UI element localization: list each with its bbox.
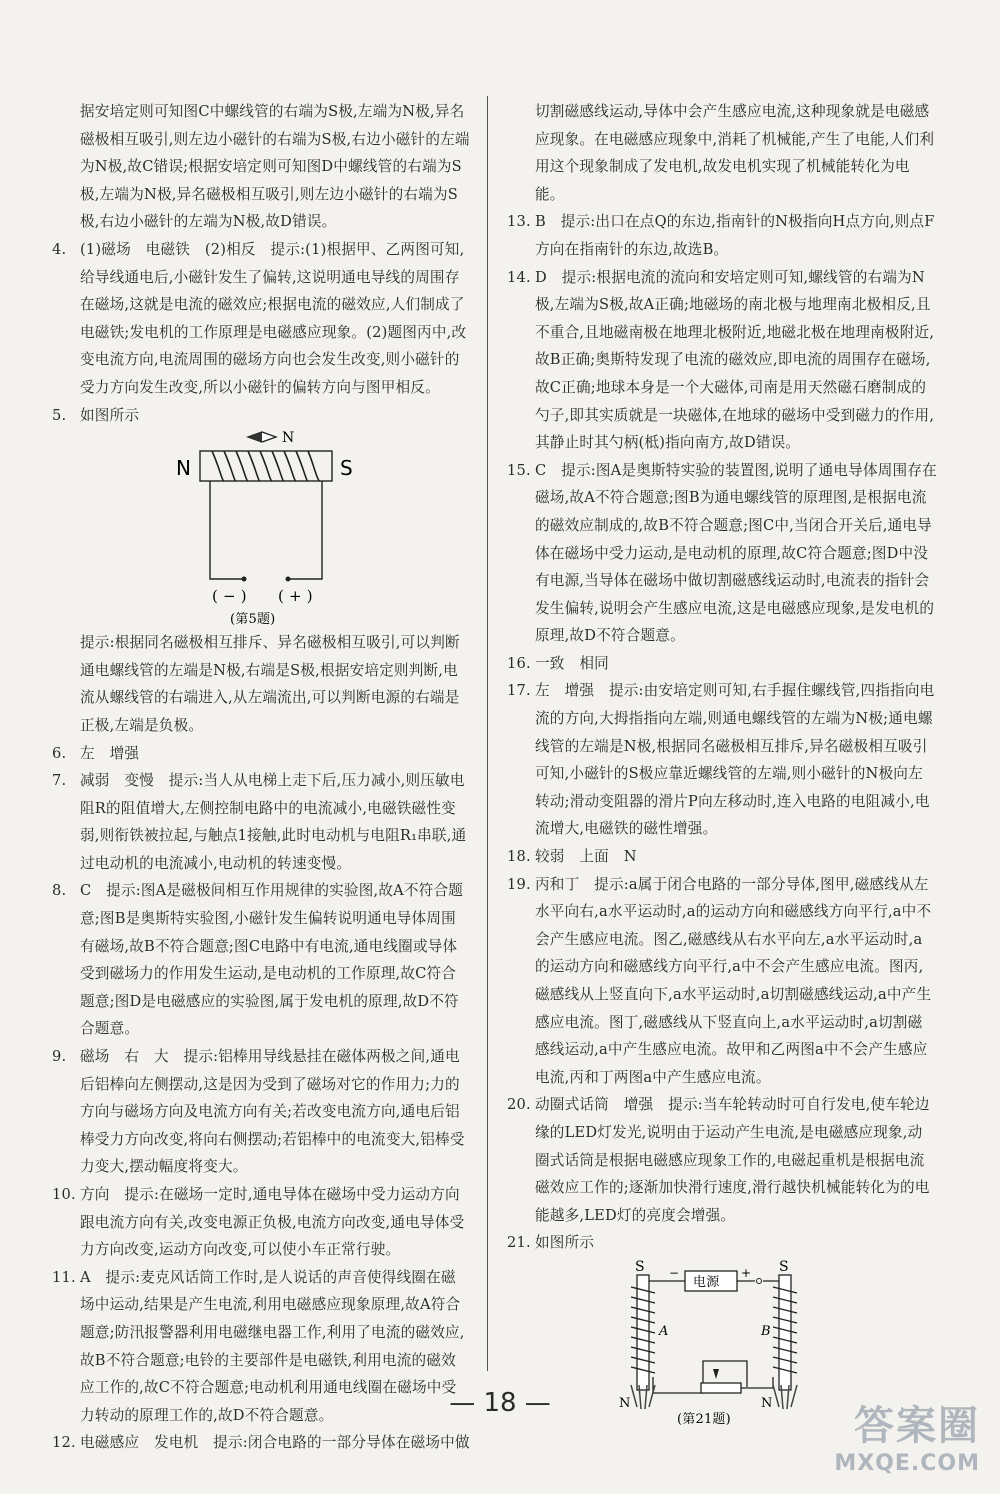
answer-21: 21. 如图所示 [507, 1234, 595, 1252]
answer-15: 15. C 提示:图A是奥斯特实验的装置图,说明了通电导体周围存在磁场,故A不符合题意;图B为通电螺线管的原理图,是根据电流的磁效应制成的,故B不符合题意;图C中,当闭合开关后,通电导体在磁场中受力运动,是电动机的原理,故C符合题意;图D中没有电源,当导体在磁场中做切割磁感线运动时,电流表的指针会发生偏转,说明会产生感应电流,这是电磁感应现象,是发电机的原理,故D不符合题意。 [507, 461, 937, 645]
answer-14: 14. D 提示:根据电流的流向和安培定则可知,螺线管的右端为N极,左端为S极,故A正确;地磁场的南北极与地理南北极相反,且不重合,且地磁南极在地理北极附近,地磁北极在地理南极附近,故B正确;奥斯特发现了电流的磁效应,即电流的周围存在磁场,故C正确;地球本身是一个大磁体,司南是用天然磁石磨制成的勺子,即其实质就是一块磁体,在地球的磁场中受到磁力的作用,其静止时其勺柄(柢)指向南方,故D错误。 [507, 268, 935, 452]
right-s-label: S [779, 1258, 789, 1275]
solenoid-diagram [52, 429, 470, 629]
watermark-url: MXQE.COM [834, 1451, 980, 1476]
needle-n-label: N [282, 430, 295, 447]
figure-5-caption: (第5题) [230, 612, 276, 628]
watermark [834, 1394, 980, 1476]
answer-17: 17. 左 增强 提示:由安培定则可知,右手握住螺线管,四指指向电流的方向,大拇指指向左端,则通电螺线管的左端为N极;通电螺线管的左端是N极,根据同名磁极相互排斥,异名磁极相互吸引可知,小磁针的S极应靠近螺线管的左端,则小磁针的N极向左转动;滑动变阻器的滑片P向左移动时,连入电路的电阻减小,电流增大,电磁铁的磁性增强。 [507, 682, 935, 838]
answer-12: 12. 电磁感应 发电机 提示:闭合电路的一部分导体在磁场中做 [52, 1434, 470, 1452]
column-divider [487, 96, 488, 1371]
coil-b-label: B [761, 1323, 771, 1339]
answer-7: 7. 减弱 变慢 提示:当人从电梯上走下后,压力减小,则压敏电阻R的阻值增大,左侧控制电路中的电流减小,电磁铁磁性变弱,则衔铁被拉起,与触点1接触,此时电动机与电阻R₁串联,通过电动机的电流减小,电动机的转速变慢。 [52, 772, 467, 872]
answer-18: 18. 较弱 上面 N [507, 848, 637, 866]
minus-terminal-label: ( − ) [212, 587, 247, 606]
watermark-title: 答案圈 [854, 1403, 980, 1449]
answer-6: 6. 左 增强 [52, 744, 140, 762]
answer-5: 5. 如图所示 [52, 406, 140, 424]
figure-21-caption: (第21题) [677, 1411, 731, 1427]
solenoid-n-label: N [176, 456, 192, 481]
right-column [507, 98, 937, 1427]
continued-answer-right: 切割磁感线运动,导体中会产生感应电流,这种现象就是电磁感应现象。在电磁感应现象中,消耗了机械能,产生了电能,人们利用这个现象制成了发电机,故发电机实现了机械能转化为电能。 [535, 103, 935, 203]
right-n-label: N [761, 1395, 773, 1411]
page-number: — 18 — [449, 1388, 551, 1418]
answer-20: 20. 动圈式话筒 增强 提示:当车轮转动时可自行发电,使车轮边缘的LED灯发光,说明由于运动产生电流,是电磁感应现象,动圈式话筒是根据电磁感应现象工作的,电磁起重机是根据电流磁效应工作的;逐渐加快滑行速度,滑行越快机械能转化为的电能越多,LED灯的亮度会增强。 [507, 1096, 930, 1224]
answer-9: 9. 磁场 右 大 提示:铝棒用导线悬挂在磁体两极之间,通电后铝棒向左侧摆动,这是因为受到了磁场对它的作用力;力的方向与磁场方向及电流方向有关;若改变电流方向,通电后铝棒受力方向改变,将向右侧摆动;若铝棒中的电流变大,铝棒受力变大,摆动幅度将变大。 [52, 1048, 465, 1176]
figure-5 [52, 429, 470, 629]
source-minus: − [669, 1265, 680, 1280]
coil-a-label: A [659, 1323, 669, 1339]
left-s-label: S [635, 1258, 645, 1275]
solenoid-s-label: S [340, 456, 353, 481]
answer-11: 11. A 提示:麦克风话筒工作时,是人说话的声音使得线圈在磁场中运动,结果是产生电流,利用电磁感应现象原理,故A符合题意;防汛报警器利用电磁继电器工作,利用了电流的磁效应,故B不符合题意;电铃的主要部件是电磁铁,利用电流的磁效应工作的,故C不符合题意;电动机利用通电线圈在磁场中受力转动的原理工作的,故D不符合题意。 [52, 1268, 465, 1424]
answer-5-hint: 提示:根据同名磁极相互排斥、异名磁极相互吸引,可以判断通电螺线管的左端是N极,右端是S极,根据安培定则判断,电流从螺线管的右端进入,从左端流出,可以判断电源的右端是正极,左端是负极。 [80, 634, 460, 734]
source-plus: + [741, 1265, 752, 1280]
plus-terminal-label: ( + ) [278, 587, 313, 606]
left-column [52, 98, 470, 1457]
answer-4: 4. (1)磁场 电磁铁 (2)相反 提示:(1)根据甲、乙两图可知,给导线通电后,小磁针发生了偏转,这说明通电导线的周围存在磁场,这就是电流的磁效应;根据电流的磁效应,人们制成了电磁铁;发电机的工作原理是电磁感应现象。(2)题图丙中,改变电流方向,电流周围的磁场方向也会发生改变,则小磁针的受力方向发生改变,所以小磁针的偏转方向与图甲相反。 [52, 240, 467, 396]
answer-19: 19. 丙和丁 提示:a属于闭合电路的一部分导体,图甲,磁感线从左水平向右,a水平运动时,a的运动方向和磁感线方向平行,a中不会产生感应电流。图乙,磁感线从右水平向左,a水平运动时,a的运动方向和磁感线方向平行,a中不会产生感应电流。图丙,磁感线从上竖直向下,a水平运动时,a切割磁感线运动,a中产生感应电流。图丁,磁感线从下竖直向上,a水平运动时,a切割磁感线运动,a中产生感应电流。故甲和乙两图a中不会产生感应电流,丙和丁两图a中产生感应电流。 [507, 875, 932, 1086]
left-n-label: N [619, 1395, 631, 1411]
continued-answer: 据安培定则可知图C中螺线管的右端为S极,左端为N极,异名磁极相互吸引,则左边小磁针的右端为S极,右边小磁针的左端为N极,故C错误;根据安培定则可知图D中螺线管的右端为S极,左端为N极,异名磁极相互吸引,则左边小磁针的右端为S极,右边小磁针的左端为N极,故D错误。 [80, 103, 470, 231]
answer-16: 16. 一致 相同 [507, 654, 609, 672]
answer-8: 8. C 提示:图A是磁极间相互作用规律的实验图,故A不符合题意;图B是奥斯特实验图,小磁针发生偏转说明通电导体周围有磁场,故B不符合题意;图C电路中有电流,通电线圈或导体受到磁场力的作用发生运动,是电动机的工作原理,故C符合题意;图D是电磁感应的实验图,属于发电机的原理,故D不符合题意。 [52, 882, 464, 1038]
answer-13: 13. B 提示:出口在点Q的东边,指南针的N极指向H点方向,则点F方向在指南针的东边,故选B。 [507, 213, 935, 258]
power-source-label: 电源 [693, 1274, 720, 1290]
answer-10: 10. 方向 提示:在磁场一定时,通电导体在磁场中受力运动方向跟电流方向有关,改变电源正负极,电流方向改变,通电导体受力方向改变,运动方向改变,可以使小车正常行驶。 [52, 1186, 465, 1259]
